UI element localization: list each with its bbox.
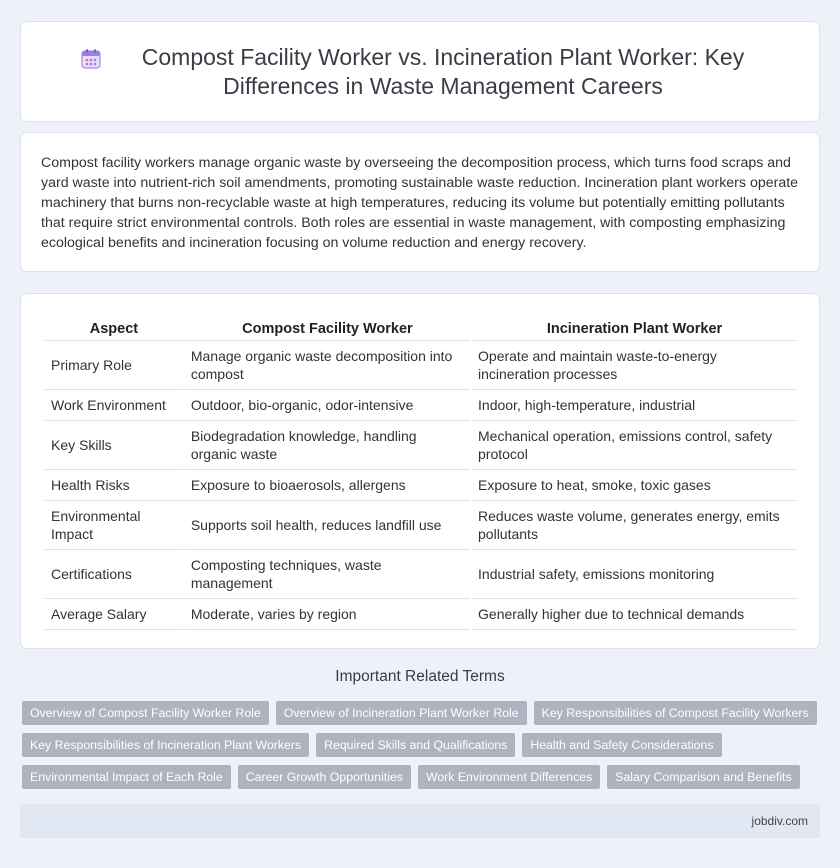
table-row bbox=[45, 421, 797, 470]
tag-row bbox=[22, 701, 822, 725]
related-tag[interactable]: Career Growth Opportunities bbox=[238, 765, 411, 789]
related-tag[interactable]: Salary Comparison and Benefits bbox=[607, 765, 799, 789]
related-tag[interactable]: Overview of Incineration Plant Worker Role bbox=[276, 701, 527, 725]
aspect-cell: Average Salary bbox=[45, 599, 183, 630]
related-tag[interactable]: Health and Safety Considerations bbox=[522, 733, 721, 757]
header-incineration: Incineration Plant Worker bbox=[472, 310, 797, 341]
title-wrap bbox=[80, 43, 760, 101]
aspect-cell: Certifications bbox=[45, 550, 183, 599]
header-compost: Compost Facility Worker bbox=[185, 310, 470, 341]
header-aspect: Aspect bbox=[45, 310, 183, 341]
footer bbox=[20, 804, 820, 838]
aspect-cell: Primary Role bbox=[45, 341, 183, 390]
tag-row bbox=[22, 765, 822, 789]
incineration-cell: Generally higher due to technical demands bbox=[472, 599, 797, 630]
table-row bbox=[45, 341, 797, 390]
table-row bbox=[45, 470, 797, 501]
intro-paragraph: Compost facility workers manage organic waste by overseeing the decomposition process, which turns food scraps and yard waste into nutrient-rich soil amendments, promoting sustainable waste reduction. Incineration plant workers operate machinery that burns non-recyclable waste at high temperatures, reducing its volume but potentially emitting pollutants that require strict environmental controls. Both roles are essential in waste management, with composting emphasizing ecological benefits and incineration focusing on volume reduction and energy recovery. bbox=[41, 155, 799, 251]
related-tag[interactable]: Environmental Impact of Each Role bbox=[22, 765, 231, 789]
compost-cell: Composting techniques, waste management bbox=[185, 550, 470, 599]
comparison-table bbox=[43, 310, 799, 630]
compost-cell: Exposure to bioaerosols, allergens bbox=[185, 470, 470, 501]
aspect-cell: Work Environment bbox=[45, 390, 183, 421]
table-row bbox=[45, 501, 797, 550]
compost-cell: Biodegradation knowledge, handling organic waste bbox=[185, 421, 470, 470]
compost-cell: Supports soil health, reduces landfill use bbox=[185, 501, 470, 550]
incineration-cell: Industrial safety, emissions monitoring bbox=[472, 550, 797, 599]
related-terms-heading: Important Related Terms bbox=[335, 668, 505, 685]
aspect-cell: Key Skills bbox=[45, 421, 183, 470]
related-tags bbox=[22, 701, 822, 797]
intro-card bbox=[20, 132, 820, 272]
related-tag[interactable]: Overview of Compost Facility Worker Role bbox=[22, 701, 269, 725]
incineration-cell: Mechanical operation, emissions control, safety protocol bbox=[472, 421, 797, 470]
aspect-cell: Environmental Impact bbox=[45, 501, 183, 550]
table-row bbox=[45, 390, 797, 421]
table-row bbox=[45, 599, 797, 630]
title-card bbox=[20, 21, 820, 122]
related-tag[interactable]: Key Responsibilities of Incineration Plant Workers bbox=[22, 733, 309, 757]
calendar-icon bbox=[80, 48, 102, 70]
table-row bbox=[45, 550, 797, 599]
related-tag[interactable]: Work Environment Differences bbox=[418, 765, 600, 789]
incineration-cell: Reduces waste volume, generates energy, emits pollutants bbox=[472, 501, 797, 550]
compost-cell: Outdoor, bio-organic, odor-intensive bbox=[185, 390, 470, 421]
tag-row bbox=[22, 733, 822, 757]
comparison-card bbox=[20, 293, 820, 649]
table-header-row bbox=[45, 310, 797, 341]
related-tag[interactable]: Required Skills and Qualifications bbox=[316, 733, 515, 757]
incineration-cell: Exposure to heat, smoke, toxic gases bbox=[472, 470, 797, 501]
incineration-cell: Operate and maintain waste-to-energy incineration processes bbox=[472, 341, 797, 390]
incineration-cell: Indoor, high-temperature, industrial bbox=[472, 390, 797, 421]
compost-cell: Moderate, varies by region bbox=[185, 599, 470, 630]
compost-cell: Manage organic waste decomposition into compost bbox=[185, 341, 470, 390]
footer-site-link[interactable]: jobdiv.com bbox=[751, 814, 808, 828]
related-tag[interactable]: Key Responsibilities of Compost Facility Workers bbox=[534, 701, 817, 725]
page-title: Compost Facility Worker vs. Incineration Plant Worker: Key Differences in Waste Management Careers bbox=[141, 43, 745, 99]
aspect-cell: Health Risks bbox=[45, 470, 183, 501]
